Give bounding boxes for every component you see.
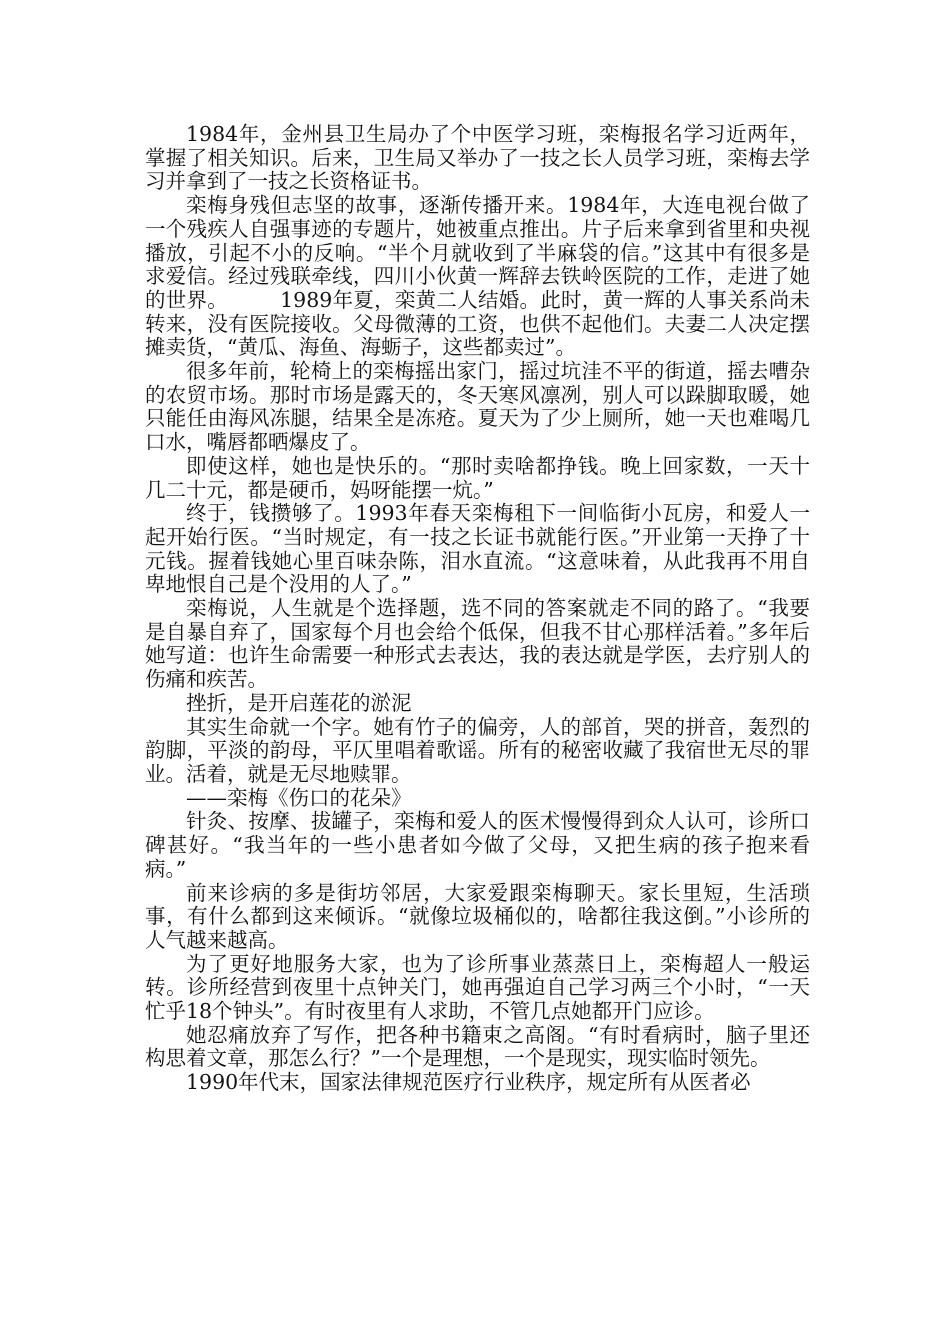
paragraph-neighbors: 前来诊病的多是街坊邻居，大家爱跟栾梅聊天。家长里短，生活琐事，有什么都到这来倾诉。“就像垃圾桶似的，啥都往我这倒。”小诊所的人气越来越高。 bbox=[145, 880, 810, 952]
paragraph-writing: 她忍痛放弃了写作，把各种书籍束之高阁。“有时看病时，脑子里还构思着文章，那怎么行？”一个是理想，一个是现实，现实临时领先。 bbox=[145, 1022, 810, 1071]
paragraph-story-spread: 栾梅身残但志坚的故事，逐渐传播开来。1984年，大连电视台做了一个残疾人自强事迹的专题片，她被重点推出。片子后来拿到省里和央视播放，引起不小的反响。“半个月就收到了半麻袋的信。”这其中有很多是求爱信。经过残联牵线，四川小伙黄一辉辞去铁岭医院的工作，走进了她的世界。 1989年夏，栾黄二人结婚。此时，黄一辉的人事关系尚未转来，没有医院接收。父母微薄的工资，也供不起他们。夫妻二人决定摆摊卖货，“黄瓜、海鱼、海蛎子，这些都卖过”。 bbox=[145, 193, 810, 360]
section-heading: 挫折，是开启莲花的淤泥 bbox=[186, 690, 412, 715]
paragraph-happy: 即使这样，她也是快乐的。“那时卖啥都挣钱。晚上回家数，一天十几二十元，都是硬币，妈呀能摆一炕。” bbox=[145, 453, 810, 502]
paragraph-clinic-open: 终于，钱攒够了。1993年春天栾梅租下一间临街小瓦房，和爱人一起开始行医。“当时规定，有一技之长证书就能行医。”开业第一天挣了十元钱。握着钱她心里百味杂陈，泪水直流。“这意味着，从此我再不用自卑地恨自己是个没用的人了。” bbox=[145, 501, 810, 597]
paragraph-regulation: 1990年代末，国家法律规范医疗行业秩序，规定所有从医者必 bbox=[186, 1070, 751, 1095]
document-body bbox=[145, 123, 810, 1095]
paragraph-life-choice: 栾梅说，人生就是个选择题，选不同的答案就走不同的路了。“我要是自暴自弃了，国家每个月也会给个低保，但我不甘心那样活着。”多年后她写道：也许生命需要一种形式去表达，我的表达就是学医，去疗别人的伤痛和疾苦。 bbox=[145, 596, 810, 692]
paragraph-poem: 其实生命就一个字。她有竹子的偏旁，人的部首，哭的拼音，轰烈的韵脚，平淡的韵母，平仄里唱着歌谣。所有的秘密收藏了我宿世无尽的罪业。活着，就是无尽地赎罪。 bbox=[145, 714, 810, 786]
paragraph-market: 很多年前，轮椅上的栾梅摇出家门，摇过坑洼不平的街道，摇去嘈杂的农贸市场。那时市场是露天的，冬天寒风凛冽，别人可以跺脚取暖，她只能任由海风冻腿，结果全是冻疮。夏天为了少上厕所，她一天也难喝几口水，嘴唇都晒爆皮了。 bbox=[145, 359, 810, 455]
paragraph-overwork: 为了更好地服务大家，也为了诊所事业蒸蒸日上，栾梅超人一般运转。诊所经营到夜里十点钟关门，她再强迫自己学习两三个小时，“一天忙乎18个钟头”。有时夜里有人求助，不管几点她都开门应诊。 bbox=[145, 951, 810, 1024]
paragraph-acupuncture: 针灸、按摩、拔罐子，栾梅和爱人的医术慢慢得到众人认可，诊所口碑甚好。“我当年的一些小患者如今做了父母，又把生病的孩子抱来看病。” bbox=[145, 809, 810, 881]
poem-attribution: ——栾梅《伤口的花朵》 bbox=[186, 785, 412, 810]
paragraph-training: 1984年，金州县卫生局办了个中医学习班，栾梅报名学习近两年，掌握了相关知识。后来，卫生局又举办了一技之长人员学习班，栾梅去学习并拿到了一技之长资格证书。 bbox=[145, 122, 810, 194]
